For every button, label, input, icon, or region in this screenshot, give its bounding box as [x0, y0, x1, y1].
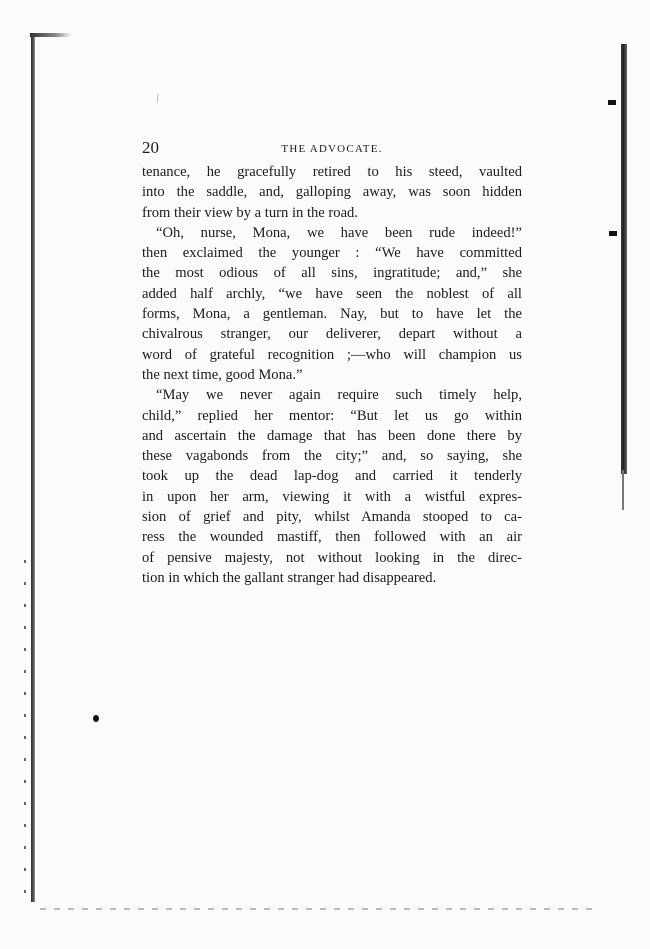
right-page-edge — [621, 44, 627, 474]
text-line: child,” replied her mentor: “But let us go within — [142, 407, 522, 424]
text-line: tion in which the gallant stranger had disappeared. — [142, 569, 437, 586]
text-block — [142, 138, 522, 588]
left-top-edge-mark — [30, 33, 72, 37]
text-line: of pensive majesty, not without looking in the direc- — [142, 549, 522, 566]
text-line: then exclaimed the younger : “We have committed — [142, 245, 522, 262]
ink-blot — [93, 715, 99, 722]
text-line: took up the dead lap-dog and carried it tenderly — [142, 468, 522, 485]
text-line: the next time, good Mona.” — [142, 366, 303, 383]
body-text — [142, 162, 522, 588]
text-line: into the saddle, and, galloping away, was soon hidden — [142, 184, 522, 201]
text-line: in upon her arm, viewing it with a wistful expres- — [142, 488, 522, 505]
right-edge-speck — [609, 231, 617, 236]
running-head — [142, 138, 522, 162]
right-edge-speck — [608, 100, 616, 105]
text-line: tenance, he gracefully retired to his steed, vaulted — [142, 164, 522, 180]
text-line: “May we never again require such timely help, — [156, 387, 522, 404]
text-line: these vagabonds from the city;” and, so saying, she — [142, 448, 522, 465]
text-line: added half archly, “we have seen the noblest of all — [142, 285, 522, 302]
bottom-edge-specks — [40, 908, 600, 910]
text-line: the most odious of all sins, ingratitude; and,” she — [142, 265, 522, 282]
text-line: sion of grief and pity, whilst Amanda stooped to ca- — [142, 509, 522, 526]
text-line: word of grateful recognition ;—who will champion us — [142, 346, 522, 363]
text-line: and ascertain the damage that has been done there by — [142, 427, 522, 444]
right-edge-fragment — [622, 470, 624, 510]
text-line: forms, Mona, a gentleman. Nay, but to have let the — [142, 306, 522, 323]
text-line: “Oh, nurse, Mona, we have been rude indeed!” — [156, 224, 522, 241]
text-line: chivalrous stranger, our deliverer, depart without a — [142, 326, 522, 343]
left-binding-edge — [31, 34, 35, 902]
text-line: ress the wounded mastiff, then followed with an air — [142, 529, 522, 546]
text-line: from their view by a turn in the road. — [142, 204, 359, 221]
page-number: 20 — [142, 138, 159, 157]
pencil-mark: ∕ — [154, 93, 162, 105]
running-title: THE ADVOCATE. — [281, 143, 383, 155]
left-margin-specks — [24, 560, 26, 900]
